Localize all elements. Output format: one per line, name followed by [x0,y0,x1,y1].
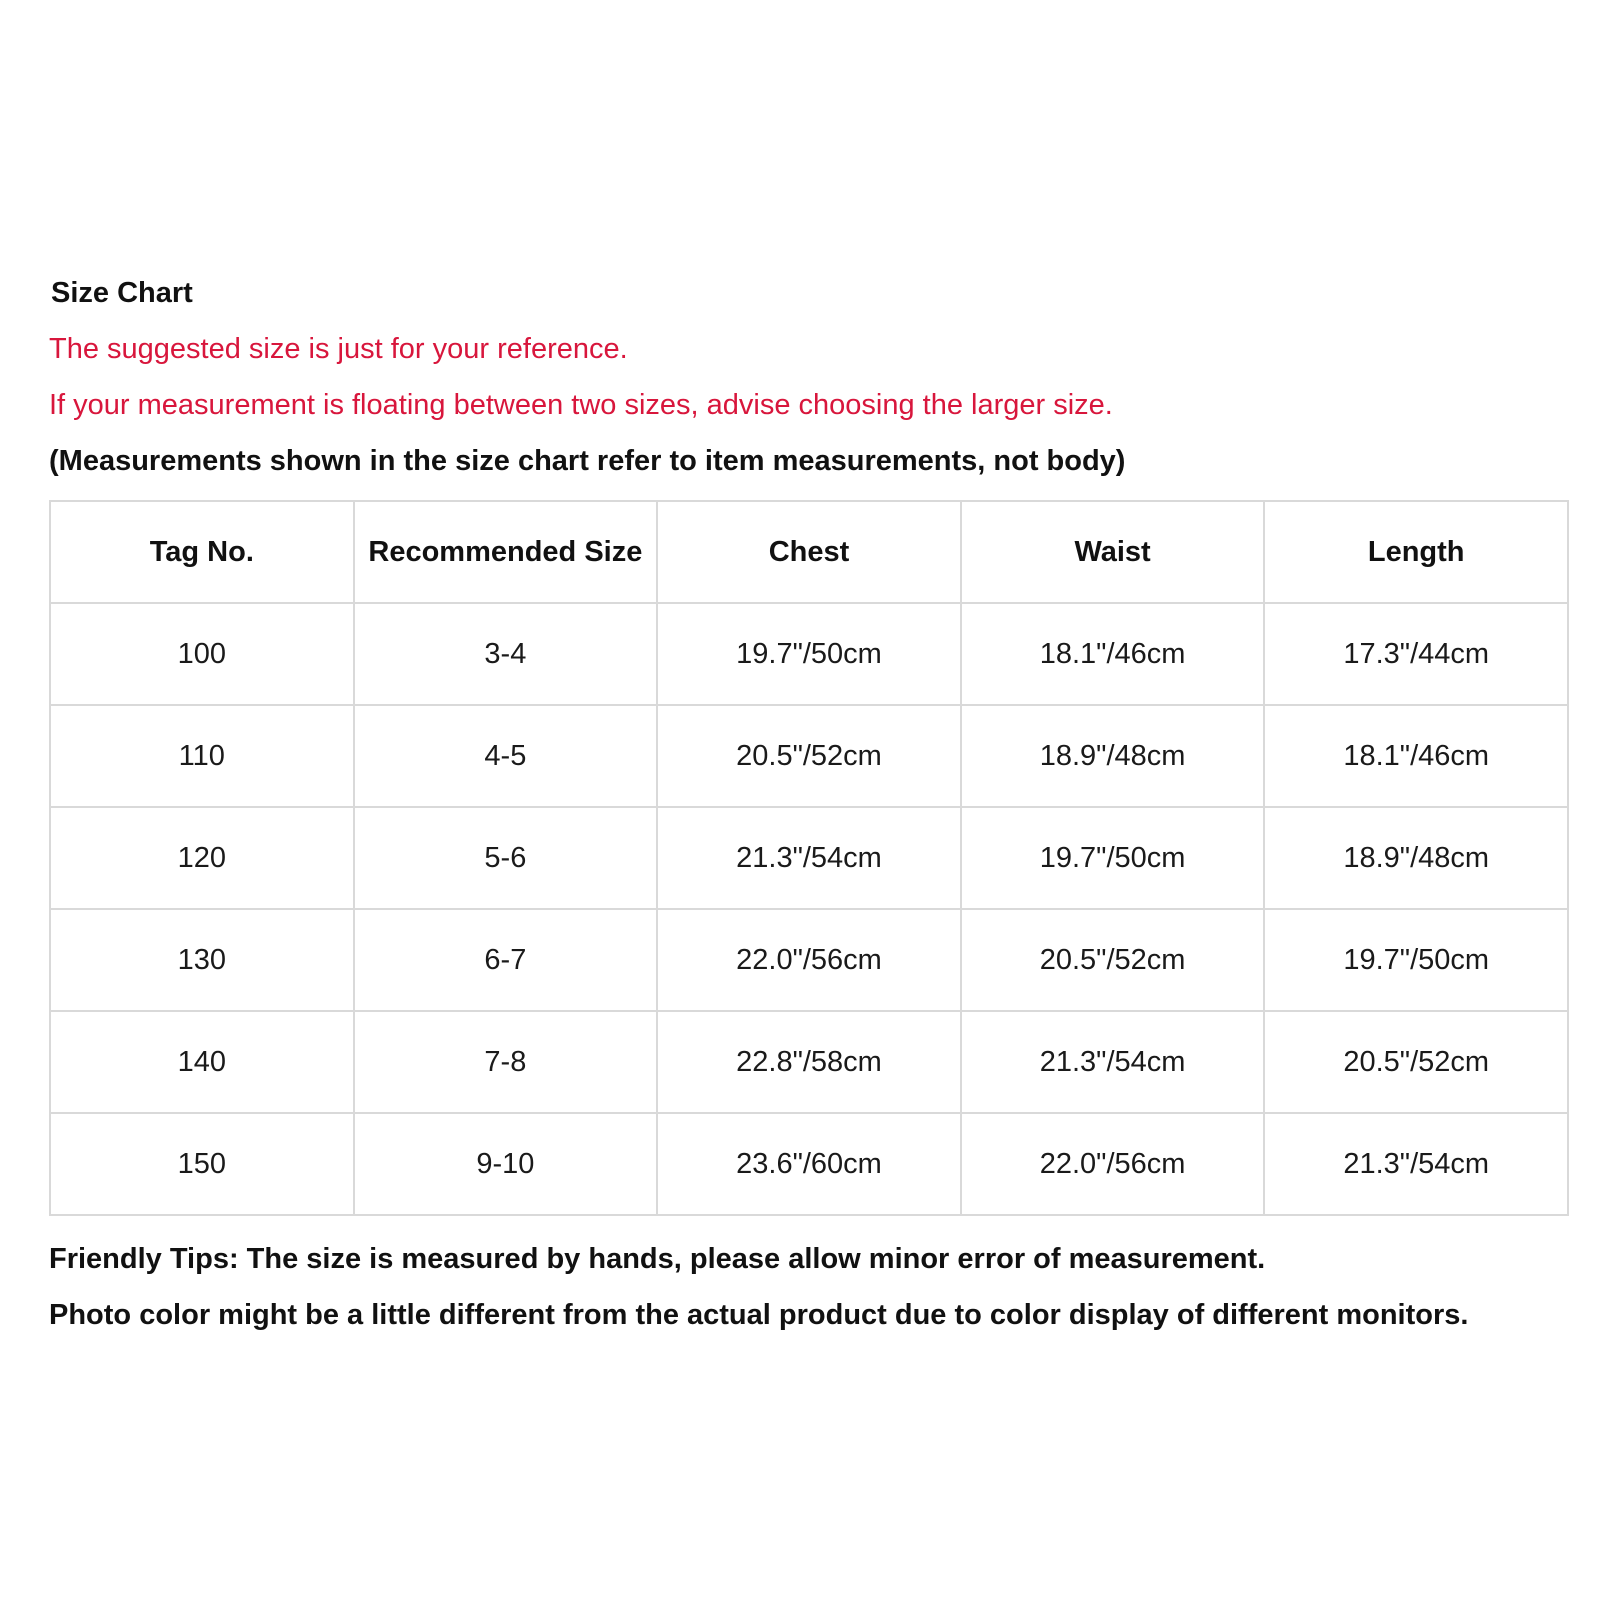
tips-section [49,1244,1569,1330]
size-chart-section [49,278,1569,1356]
table-row [50,909,1568,1011]
header-recommended-size: Recommended Size [354,501,658,603]
larger-size-advice: If your measurement is floating between two sizes, advise choosing the larger size. [49,389,1113,421]
cell-length: 17.3"/44cm [1264,603,1568,705]
cell-chest: 23.6"/60cm [657,1113,961,1215]
cell-tag-no: 100 [50,603,354,705]
cell-waist: 21.3"/54cm [961,1011,1265,1113]
cell-length: 18.9"/48cm [1264,807,1568,909]
cell-chest: 22.0"/56cm [657,909,961,1011]
cell-waist: 20.5"/52cm [961,909,1265,1011]
size-chart-title: Size Chart [51,277,193,309]
cell-chest: 19.7"/50cm [657,603,961,705]
table-row [50,1113,1568,1215]
reference-notice: The suggested size is just for your reference. [49,333,628,365]
cell-length: 18.1"/46cm [1264,705,1568,807]
header-chest: Chest [657,501,961,603]
header-length: Length [1264,501,1568,603]
table-header-row [50,501,1568,603]
cell-chest: 22.8"/58cm [657,1011,961,1113]
cell-length: 19.7"/50cm [1264,909,1568,1011]
cell-recommended-size: 3-4 [354,603,658,705]
cell-chest: 21.3"/54cm [657,807,961,909]
cell-tag-no: 130 [50,909,354,1011]
table-row [50,1011,1568,1113]
cell-tag-no: 150 [50,1113,354,1215]
header-waist: Waist [961,501,1265,603]
cell-length: 20.5"/52cm [1264,1011,1568,1113]
color-disclaimer: Photo color might be a little different from the actual product due to color display of different monitors. [49,1299,1469,1331]
cell-waist: 18.1"/46cm [961,603,1265,705]
size-table [49,500,1569,1216]
cell-recommended-size: 5-6 [354,807,658,909]
cell-waist: 22.0"/56cm [961,1113,1265,1215]
cell-length: 21.3"/54cm [1264,1113,1568,1215]
cell-recommended-size: 7-8 [354,1011,658,1113]
cell-chest: 20.5"/52cm [657,705,961,807]
cell-recommended-size: 4-5 [354,705,658,807]
header-tag-no: Tag No. [50,501,354,603]
cell-tag-no: 120 [50,807,354,909]
cell-tag-no: 140 [50,1011,354,1113]
cell-tag-no: 110 [50,705,354,807]
friendly-tip: Friendly Tips: The size is measured by hands, please allow minor error of measurement. [49,1243,1266,1275]
cell-recommended-size: 9-10 [354,1113,658,1215]
measurement-note: (Measurements shown in the size chart refer to item measurements, not body) [49,445,1126,477]
cell-waist: 18.9"/48cm [961,705,1265,807]
cell-waist: 19.7"/50cm [961,807,1265,909]
table-row [50,603,1568,705]
table-row [50,705,1568,807]
table-row [50,807,1568,909]
cell-recommended-size: 6-7 [354,909,658,1011]
